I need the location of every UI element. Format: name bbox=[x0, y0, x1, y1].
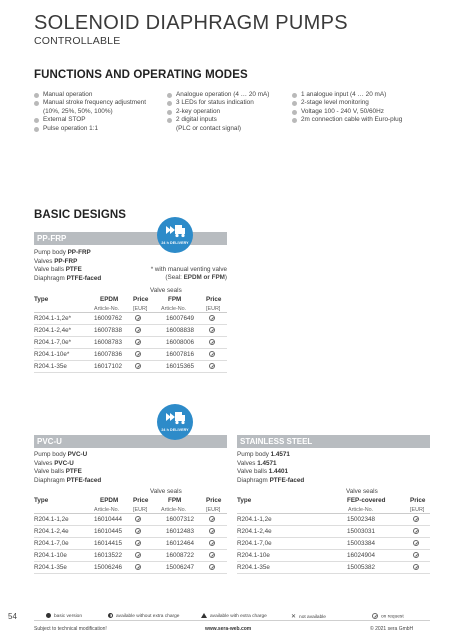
pp-frp-note: * with manual venting valve (Seal: EPDM or FPM) bbox=[150, 266, 227, 282]
page-title: SOLENOID DIAPHRAGM PUMPS bbox=[34, 12, 348, 34]
spec-line: Valves PVC-U bbox=[34, 459, 74, 467]
on-request-icon bbox=[135, 315, 141, 323]
pp-valve-seals-label: Valve seals bbox=[150, 287, 182, 294]
feature-item: External STOP bbox=[34, 116, 164, 124]
stainless-steel-section-bar: STAINLESS STEEL bbox=[237, 435, 430, 448]
spec-line: Valve balls PTFE bbox=[34, 468, 82, 476]
feature-item: 2 digital inputs bbox=[167, 116, 287, 124]
spec-line: Diaphragm PTFE-faced bbox=[237, 476, 305, 484]
table-row: R204.1-1,2e 15002348 bbox=[237, 514, 430, 526]
on-request-icon bbox=[413, 528, 419, 536]
on-request-icon bbox=[135, 363, 141, 371]
stainless-steel-specs bbox=[237, 451, 304, 485]
on-request-icon bbox=[413, 516, 419, 524]
triangle-icon bbox=[201, 613, 207, 618]
ss-valve-seals-label: Valve seals bbox=[346, 488, 378, 495]
on-request-icon bbox=[413, 564, 419, 572]
table-header-row: Type EPDM Price FPM Price bbox=[34, 497, 222, 504]
spec-line: Valves 1.4571 bbox=[237, 459, 277, 467]
footer-divider bbox=[34, 620, 430, 621]
table-row: R204.1-2,4e 15003031 bbox=[237, 526, 430, 538]
table-row: R204.1-10e 16024904 bbox=[237, 550, 430, 562]
on-request-icon bbox=[413, 552, 419, 560]
on-request-icon bbox=[135, 327, 141, 335]
on-request-icon bbox=[209, 516, 215, 524]
on-request-icon bbox=[135, 564, 141, 572]
table-row: R204.1-7,0e 15003384 bbox=[237, 538, 430, 550]
spec-line: Pump body 1.4571 bbox=[237, 451, 290, 458]
feature-item: 3 LEDs for status indication bbox=[167, 99, 287, 107]
on-request-icon bbox=[135, 540, 141, 548]
table-row: R204.1-35e 16017102 16015365 bbox=[34, 361, 227, 373]
table-row: R204.1-1,2e 16010444 16007312 bbox=[34, 514, 227, 526]
on-request-icon bbox=[135, 351, 141, 359]
table-row: R204.1-10e* 16007836 16007816 bbox=[34, 349, 227, 361]
cross-icon: ✕ bbox=[291, 614, 297, 620]
feature-item: Manual operation bbox=[34, 91, 164, 99]
table-row: R204.1-35e 15005382 bbox=[237, 562, 430, 574]
pvc-valve-seals-label: Valve seals bbox=[150, 488, 182, 495]
on-request-icon bbox=[209, 363, 215, 371]
on-request-icon bbox=[372, 613, 378, 619]
spec-line: Valve balls PTFE bbox=[34, 266, 82, 274]
basic-designs-heading: BASIC DESIGNS bbox=[34, 209, 127, 221]
functions-heading: FUNCTIONS AND OPERATING MODES bbox=[34, 69, 248, 81]
on-request-icon bbox=[209, 351, 215, 359]
delivery-badge bbox=[157, 404, 193, 440]
table-row: R204.1-7,0e* 16008783 16008006 bbox=[34, 337, 227, 349]
table-subheader-row: Article-No. [EUR] Article-No. [EUR] bbox=[34, 304, 227, 313]
pvc-u-specs bbox=[34, 451, 101, 485]
on-request-icon bbox=[135, 516, 141, 524]
feature-column-2 bbox=[167, 91, 287, 133]
table-row: R204.1-2,4e* 16007838 16008838 bbox=[34, 325, 227, 337]
feature-item: Analogue operation (4 … 20 mA) bbox=[167, 91, 287, 99]
filled-circle-icon bbox=[46, 613, 51, 618]
legend-without-charge: available without extra charge bbox=[108, 613, 179, 619]
pvc-u-section-bar: PVC-U bbox=[34, 435, 227, 448]
table-subheader-row: Article-No. [EUR] Article-No. [EUR] bbox=[34, 505, 227, 514]
on-request-icon bbox=[209, 327, 215, 335]
pp-frp-table bbox=[34, 295, 227, 373]
legend-not-available: ✕ not available bbox=[291, 614, 326, 620]
on-request-icon bbox=[209, 540, 215, 548]
feature-item: Pulse operation 1:1 bbox=[34, 125, 164, 133]
on-request-icon bbox=[209, 528, 215, 536]
table-row: R204.1-1,2e* 16009762 16007649 bbox=[34, 313, 227, 325]
on-request-icon bbox=[135, 528, 141, 536]
spec-line: Pump body PVC-U bbox=[34, 451, 88, 458]
legend-with-charge: available with extra charge bbox=[201, 613, 267, 619]
table-row: R204.1-2,4e 16010445 16012483 bbox=[34, 526, 227, 538]
pp-frp-section-bar: PP-FRP bbox=[34, 232, 227, 245]
on-request-icon bbox=[209, 339, 215, 347]
pvc-u-table bbox=[34, 496, 227, 574]
feature-item: 2-key operation bbox=[167, 108, 287, 116]
footer-copyright: © 2021 sera GmbH bbox=[370, 626, 414, 632]
table-header-row: Type FEP-covered Price bbox=[237, 497, 426, 504]
spec-line: Diaphragm PTFE-faced bbox=[34, 476, 102, 484]
feature-item: 2m connection cable with Euro-plug bbox=[292, 116, 432, 124]
feature-item: 2-stage level monitoring bbox=[292, 99, 432, 107]
spec-line: Valves PP-FRP bbox=[34, 257, 78, 265]
spec-line: Valve balls 1.4401 bbox=[237, 468, 288, 476]
page-subtitle: CONTROLLABLE bbox=[34, 35, 121, 47]
on-request-icon bbox=[413, 540, 419, 548]
delivery-label: 24 h DELIVERY bbox=[161, 241, 189, 245]
on-request-icon bbox=[135, 339, 141, 347]
on-request-icon bbox=[209, 552, 215, 560]
feature-item: 1 analogue input (4 … 20 mA) bbox=[292, 91, 432, 99]
table-row: R204.1-35e 15006246 15006247 bbox=[34, 562, 227, 574]
feature-column-3 bbox=[292, 91, 432, 125]
page-number: 54 bbox=[8, 612, 17, 621]
feature-item: Voltage 100 - 240 V, 50/60Hz bbox=[292, 108, 432, 116]
legend-basic-version: basic version bbox=[46, 613, 82, 619]
delivery-label: 24 h DELIVERY bbox=[161, 428, 189, 432]
half-circle-icon bbox=[108, 613, 113, 618]
on-request-icon bbox=[209, 564, 215, 572]
spec-line: Diaphragm PTFE-faced bbox=[34, 274, 102, 282]
truck-icon bbox=[164, 223, 186, 239]
footer-website[interactable]: www.sera-web.com bbox=[205, 626, 252, 632]
spec-line: Pump body PP-FRP bbox=[34, 249, 91, 256]
legend-on-request: on request bbox=[372, 613, 404, 619]
feature-column-1 bbox=[34, 91, 164, 133]
stainless-steel-table bbox=[237, 496, 430, 574]
truck-icon bbox=[164, 410, 186, 426]
delivery-badge bbox=[157, 217, 193, 253]
table-subheader-row: Article-No. [EUR] bbox=[237, 505, 430, 514]
feature-item-continuation: (PLC or contact signal) bbox=[176, 124, 241, 132]
on-request-icon bbox=[135, 552, 141, 560]
feature-item-continuation: (10%, 25%, 50%, 100%) bbox=[43, 107, 113, 115]
on-request-icon bbox=[209, 315, 215, 323]
feature-item: Manual stroke frequency adjustment bbox=[34, 99, 164, 107]
pp-frp-specs bbox=[34, 249, 101, 283]
table-row: R204.1-7,0e 16014415 16012464 bbox=[34, 538, 227, 550]
table-header-row: Type EPDM Price FPM Price bbox=[34, 296, 222, 303]
table-row: R204.1-10e 16013522 16008722 bbox=[34, 550, 227, 562]
footer-disclaimer: Subject to technical modification! bbox=[34, 626, 107, 632]
